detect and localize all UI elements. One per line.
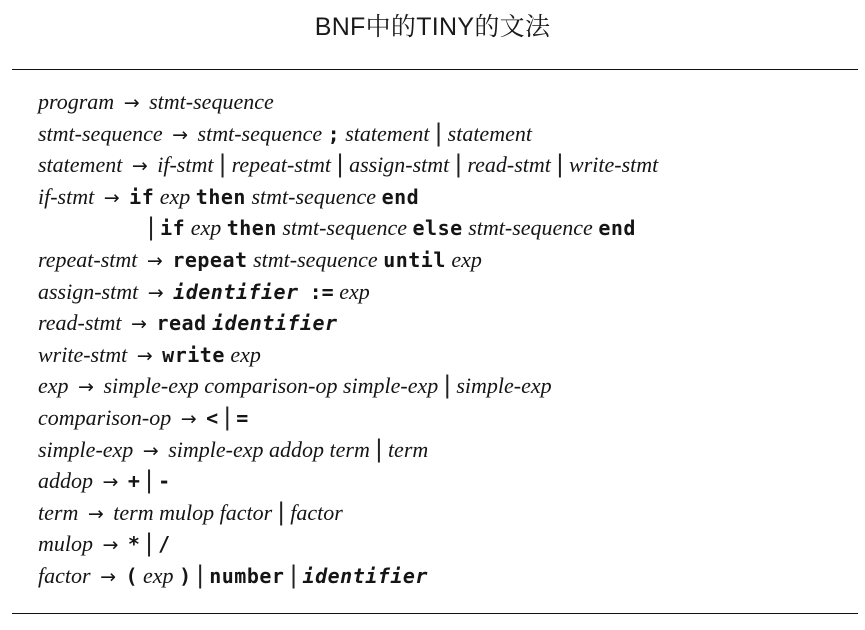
rule-lhs: write-stmt <box>38 341 128 367</box>
nonterminal: if-stmt <box>157 152 214 178</box>
less-than-terminal: < <box>206 405 219 430</box>
alternative-bar: | <box>454 150 463 179</box>
alternative-bar: | <box>144 466 154 495</box>
nonterminal: stmt-sequence <box>468 215 593 241</box>
rule-lhs: repeat-stmt <box>38 246 138 272</box>
rule-exp <box>38 370 848 402</box>
nonterminal: stmt-sequence <box>197 120 323 146</box>
keyword-read: read <box>156 311 207 336</box>
arrow-symbol: → <box>136 344 153 367</box>
rule-lhs: read-stmt <box>38 310 122 336</box>
alternative-bar: | <box>218 150 227 179</box>
keyword-end: end <box>381 184 420 209</box>
rule-program <box>38 86 848 118</box>
keyword-if: if <box>160 216 186 241</box>
nonterminal: assign-stmt <box>349 152 450 178</box>
rule-lhs: term <box>38 499 79 525</box>
nonterminal: factor <box>290 499 343 525</box>
keyword-number: number <box>209 563 285 588</box>
arrow-symbol: → <box>147 281 164 304</box>
rule-if-stmt-alternative <box>38 212 848 244</box>
nonterminal: term <box>329 436 370 462</box>
left-paren-terminal: ( <box>125 563 138 588</box>
alternative-bar: | <box>335 150 345 179</box>
nonterminal: stmt-sequence <box>282 215 408 241</box>
rule-lhs: assign-stmt <box>38 278 139 304</box>
alternative-bar: | <box>277 497 286 526</box>
arrow-symbol: → <box>103 186 120 209</box>
nonterminal: exp <box>339 278 370 304</box>
page-title: BNF中的TINY的文法 <box>314 13 551 41</box>
rule-lhs: comparison-op <box>38 404 172 430</box>
nonterminal: read-stmt <box>467 152 551 178</box>
rule-simple-exp <box>38 434 848 466</box>
keyword-identifier: identifier <box>302 563 428 588</box>
keyword-identifier: identifier <box>173 279 299 304</box>
keyword-then: then <box>226 216 277 241</box>
arrow-symbol: → <box>142 439 159 462</box>
nonterminal: exp <box>159 183 191 209</box>
plus-terminal: + <box>127 469 140 494</box>
nonterminal: exp <box>190 215 222 241</box>
nonterminal: simple-exp <box>342 373 439 399</box>
equals-terminal: = <box>236 405 249 430</box>
alternative-bar: | <box>223 402 232 431</box>
nonterminal: statement <box>447 120 532 146</box>
nonterminal: simple-exp <box>456 373 552 399</box>
nonterminal: mulop <box>159 499 215 525</box>
nonterminal: write-stmt <box>569 152 659 178</box>
times-terminal: * <box>127 532 140 557</box>
arrow-symbol: → <box>87 502 104 525</box>
rule-lhs: if-stmt <box>38 183 95 209</box>
alternative-bar: | <box>434 118 443 147</box>
semicolon-terminal: ; <box>327 121 340 146</box>
grammar-rules <box>38 86 848 592</box>
nonterminal: term <box>387 436 429 462</box>
arrow-symbol: → <box>146 249 163 272</box>
nonterminal: addop <box>269 436 325 462</box>
rule-lhs: stmt-sequence <box>38 120 163 146</box>
rule-write-stmt <box>38 339 848 371</box>
nonterminal: simple-exp <box>168 436 264 462</box>
nonterminal: term <box>113 499 154 525</box>
arrow-symbol: → <box>131 313 147 336</box>
alternative-bar: | <box>555 150 565 179</box>
nonterminal: exp <box>451 246 482 272</box>
rule-mulop <box>38 528 848 560</box>
top-rule <box>12 69 858 70</box>
arrow-symbol: → <box>78 376 94 399</box>
arrow-symbol: → <box>131 155 148 178</box>
nonterminal: stmt-sequence <box>253 246 378 272</box>
arrow-symbol: → <box>102 534 119 557</box>
rule-lhs: statement <box>38 152 123 178</box>
arrow-symbol: → <box>100 565 116 588</box>
rule-lhs: simple-exp <box>38 436 134 462</box>
keyword-until: until <box>383 247 446 272</box>
arrow-symbol: → <box>102 471 119 494</box>
nonterminal: exp <box>143 562 174 588</box>
rule-statement <box>38 149 848 181</box>
alternative-bar: | <box>196 560 205 589</box>
nonterminal: comparison-op <box>204 373 338 399</box>
rule-addop <box>38 465 848 497</box>
divide-terminal: / <box>158 532 171 557</box>
nonterminal: simple-exp <box>103 373 199 399</box>
alternative-bar: | <box>443 371 452 400</box>
keyword-end: end <box>598 216 636 241</box>
alternative-bar: | <box>374 434 383 463</box>
arrow-symbol: → <box>172 123 189 146</box>
keyword-write: write <box>162 342 225 367</box>
right-paren-terminal: ) <box>179 563 192 588</box>
rule-repeat-stmt <box>38 244 848 276</box>
rule-stmt-sequence <box>38 118 848 150</box>
keyword-else: else <box>412 216 463 241</box>
rule-assign-stmt <box>38 276 848 308</box>
rule-lhs: factor <box>38 562 91 588</box>
bottom-rule <box>12 613 858 614</box>
nonterminal: factor <box>219 499 273 525</box>
keyword-then: then <box>195 184 246 209</box>
alternative-bar: | <box>289 560 298 589</box>
minus-terminal: - <box>158 469 171 494</box>
keyword-repeat: repeat <box>172 247 248 272</box>
nonterminal: stmt-sequence <box>251 183 377 209</box>
nonterminal: stmt-sequence <box>149 89 274 114</box>
arrow-symbol: → <box>180 407 197 430</box>
arrow-symbol: → <box>123 92 140 114</box>
keyword-if: if <box>129 184 155 209</box>
rule-read-stmt <box>38 307 848 339</box>
rule-lhs: mulop <box>38 531 93 557</box>
nonterminal: exp <box>230 341 261 367</box>
rule-factor <box>38 560 848 592</box>
rule-if-stmt <box>38 181 848 213</box>
nonterminal: statement <box>345 120 430 146</box>
keyword-identifier: identifier <box>212 311 338 336</box>
alternative-bar: | <box>144 529 154 558</box>
rule-comparison-op <box>38 402 848 434</box>
rule-lhs: addop <box>38 468 93 494</box>
nonterminal: repeat-stmt <box>231 152 331 178</box>
alternative-bar: | <box>147 213 156 242</box>
rule-lhs: exp <box>38 373 69 399</box>
rule-term <box>38 497 848 529</box>
assign-terminal: := <box>309 279 334 304</box>
rule-lhs: program <box>38 89 115 114</box>
